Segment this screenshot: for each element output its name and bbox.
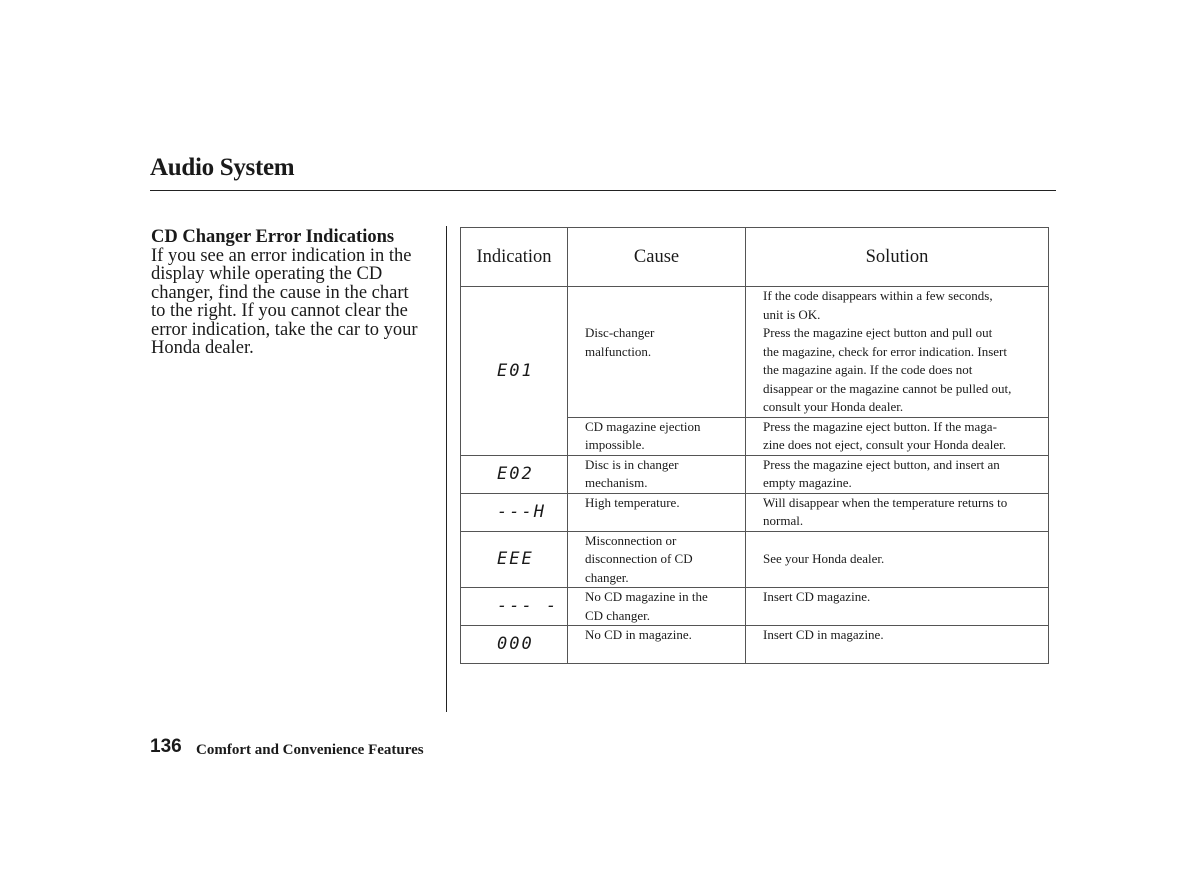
header-cause: Cause: [568, 228, 746, 287]
cause-cell: High temperature.: [568, 493, 746, 531]
section-heading: CD Changer Error Indications: [151, 227, 395, 247]
indication-cell: [461, 455, 568, 493]
cause-cell: No CD in magazine.: [568, 626, 746, 664]
table-row: [461, 588, 1049, 626]
solution-cell: Press the magazine eject button. If the maga- zine does not eject, consult your Honda dealer.: [746, 417, 1049, 455]
cause-cell: Disc is in changer mechanism.: [568, 455, 746, 493]
cause-cell: No CD magazine in the CD changer.: [568, 588, 746, 626]
header-indication: Indication: [461, 228, 568, 287]
error-code-no-magazine: --- -: [497, 596, 559, 617]
intro-column: [151, 228, 441, 358]
cause-cell: CD magazine ejection impossible.: [568, 417, 746, 455]
solution-cell: If the code disappears within a few seconds, unit is OK. Press the magazine eject button and pull out the magazine, check for error indication. Insert the magazine again. If the code does not disappear or the magazine cannot be pulled out, consult your Honda dealer.: [746, 287, 1049, 418]
error-indication-table: [460, 227, 1049, 664]
intro-line: changer, find the cause in the chart: [151, 282, 409, 303]
solution-cell: See your Honda dealer.: [746, 531, 1049, 588]
cause-cell: Disc-changer malfunction.: [568, 287, 746, 418]
footer-section-label: Comfort and Convenience Features: [196, 742, 424, 758]
page-number: 136: [150, 736, 182, 757]
cause-cell: Misconnection or disconnection of CD changer.: [568, 531, 746, 588]
indication-cell: [461, 531, 568, 588]
solution-cell: Insert CD in magazine.: [746, 626, 1049, 664]
solution-cell: Insert CD magazine.: [746, 588, 1049, 626]
error-code-no-cd: 000: [497, 634, 534, 655]
error-code-e01: E01: [497, 360, 534, 381]
intro-line: error indication, take the car to your: [151, 319, 418, 340]
error-code-e02: E02: [497, 463, 534, 484]
intro-line: display while operating the CD: [151, 264, 383, 284]
intro-line: Honda dealer.: [151, 338, 254, 358]
error-code-eee: EEE: [497, 549, 534, 569]
error-code-high-temp: ---H: [497, 501, 546, 522]
title-divider: [150, 190, 1056, 191]
header-solution: Solution: [746, 228, 1049, 287]
indication-cell: [461, 626, 568, 664]
page-title: Audio System: [150, 154, 295, 181]
column-divider: [446, 226, 447, 712]
intro-line: to the right. If you cannot clear the: [151, 301, 408, 321]
indication-cell: [461, 493, 568, 531]
table-row: [461, 531, 1049, 588]
table-row: [461, 626, 1049, 664]
solution-cell: Will disappear when the temperature returns to normal.: [746, 493, 1049, 531]
table-row: [461, 493, 1049, 531]
intro-line: If you see an error indication in the: [151, 245, 412, 266]
indication-cell: [461, 588, 568, 626]
table-row: [461, 287, 1049, 418]
table-row: [461, 455, 1049, 493]
table-header-row: [461, 228, 1049, 287]
solution-cell: Press the magazine eject button, and insert an empty magazine.: [746, 455, 1049, 493]
indication-cell: [461, 287, 568, 456]
